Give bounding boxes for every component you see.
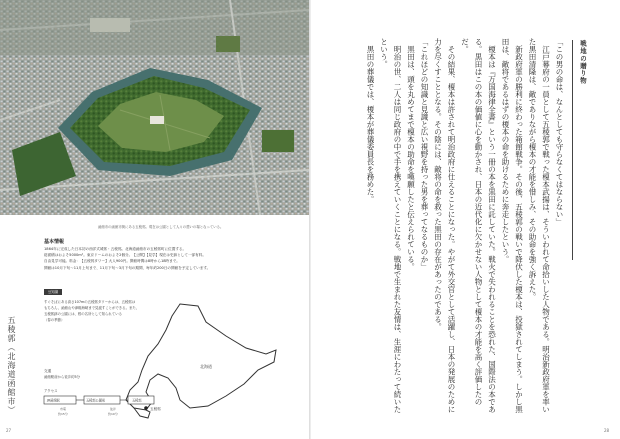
access-title: 交通 xyxy=(44,369,52,373)
body-paragraph: 「この男の命は、なんとしても守らなくてはならない」 xyxy=(555,38,564,226)
body-text xyxy=(312,38,566,420)
goryokaku-aerial-photo xyxy=(0,0,309,215)
trivia-line: すぐそばにある高さ107mの五稜郭タワーからは、五稜郭は xyxy=(44,300,136,304)
route-box-1-label: JR函館駅 xyxy=(47,398,60,403)
body-paragraph: 「これほどの知識と見識と広い視野を持った男を葬ってなるものか」 xyxy=(420,38,429,271)
body-paragraph: 新政府軍の勝利に終わった箱館戦争。その後、五稜郭の戦いで降伏した榎本は、投獄されてしまう。しかし黒田は、敵将であるはずの榎本の命を助けるために奔走したという。 xyxy=(501,38,524,413)
map-label-goryokaku: 五稜郭 xyxy=(150,407,161,411)
route-sub-1: 市電 xyxy=(60,407,67,411)
goryokaku-marker xyxy=(144,406,148,410)
basic-info-line: 1864年に完成した日本初の西洋式城郭・五稜郭。北海道函館市の五稜郭町に位置する。 xyxy=(44,247,187,251)
body-paragraph: 榎本は『万国海律全書』という一冊の本を黒田に託していた。戦火で失われることを恐れた、国際法の本である。黒田はこの本の価値に心を動かされ、日本の近代化に欠かせない人物として榎本の才能を高く評価したのだ。 xyxy=(460,38,497,413)
trivia-badge: 豆知識 xyxy=(44,289,62,295)
page-number-left: 27 xyxy=(6,428,12,433)
photo-caption: 函館市の函館市街にある五稜郭。現在は公園として人々の憩いの場となっている。 xyxy=(98,225,224,229)
route-box-3-label: 五稜郭 xyxy=(132,398,142,403)
access-line: 函館駅前から徒歩約5分 xyxy=(44,375,81,379)
aerial-photo-illustration xyxy=(0,0,309,215)
hokkaido-outline xyxy=(126,304,276,410)
heading-rule xyxy=(572,40,573,260)
left-page xyxy=(0,0,309,439)
hokkaido-map xyxy=(30,296,280,432)
body-paragraph: その結果、榎本は許されて明治政府に仕えることになった。やがて外交官として活躍し、日本の発展のために力を尽くすこととなる。その陰には、敵将の命を救った黒田の存在があったのである。 xyxy=(433,38,456,413)
page-number-right: 28 xyxy=(604,428,610,433)
route-label: アクセス xyxy=(44,389,58,393)
route-box-2-label: 五稜郭公園前 xyxy=(86,398,106,403)
basic-info-line: 総面積はおよそ5000m²。東京ドームのおよそ2個分。【公開】【見学】現在は史跡として一部有料。 xyxy=(44,253,206,258)
basic-info-line: 自由見学可能。料金：【五稜郭タワー】大人900円。開館時間は8時から18時まで。 xyxy=(44,259,180,264)
map-label-hokkaido: 北海道 xyxy=(200,364,212,369)
body-paragraph: 黒田は、頭を丸めてまで榎本の助命を嘆願したと伝えられている。 xyxy=(406,38,416,271)
body-paragraph: 明治の世、二人は同じ政府の中で手を携えていくことになる。戦地で生まれた友情は、生涯にわたって続いたという。 xyxy=(379,38,402,413)
route-time-1: 約15分 xyxy=(58,412,68,416)
trivia-line: （春の季節） xyxy=(44,318,65,322)
route-time-2: 約10分 xyxy=(108,412,118,416)
basic-info-text xyxy=(44,246,264,271)
basic-info-title: 基本情報 xyxy=(44,239,65,245)
trivia-line: 五稜郭跡の公園には、桜の名所として知られている xyxy=(44,312,122,316)
route-sub-2: 徒歩 xyxy=(110,407,117,411)
basic-info-line: 開館は10月下旬〜11月上旬まで、11月下旬〜3月下旬の期間、毎年約200日の開館を予定しています。 xyxy=(44,265,211,270)
body-paragraph: 黒田の葬儀では、榎本が葬儀委員長を務めた。 xyxy=(366,38,375,203)
chapter-heading: 戦地の贈り物 xyxy=(579,40,587,85)
location-vertical-title: 五稜郭（北海道函館市） xyxy=(7,316,16,415)
trivia-line: もちろん、函館山や津軽海峡まで見渡すことができる。また、 xyxy=(44,306,140,310)
body-paragraph: 江戸幕府の一員として五稜郭で戦った榎本武揚は、そういわれて命拾いした人物である。明治新政府軍を率いた黒田清隆は、敵でありながら榎本の才能を惜しみ、その助命を強く訴えた。 xyxy=(528,38,551,413)
